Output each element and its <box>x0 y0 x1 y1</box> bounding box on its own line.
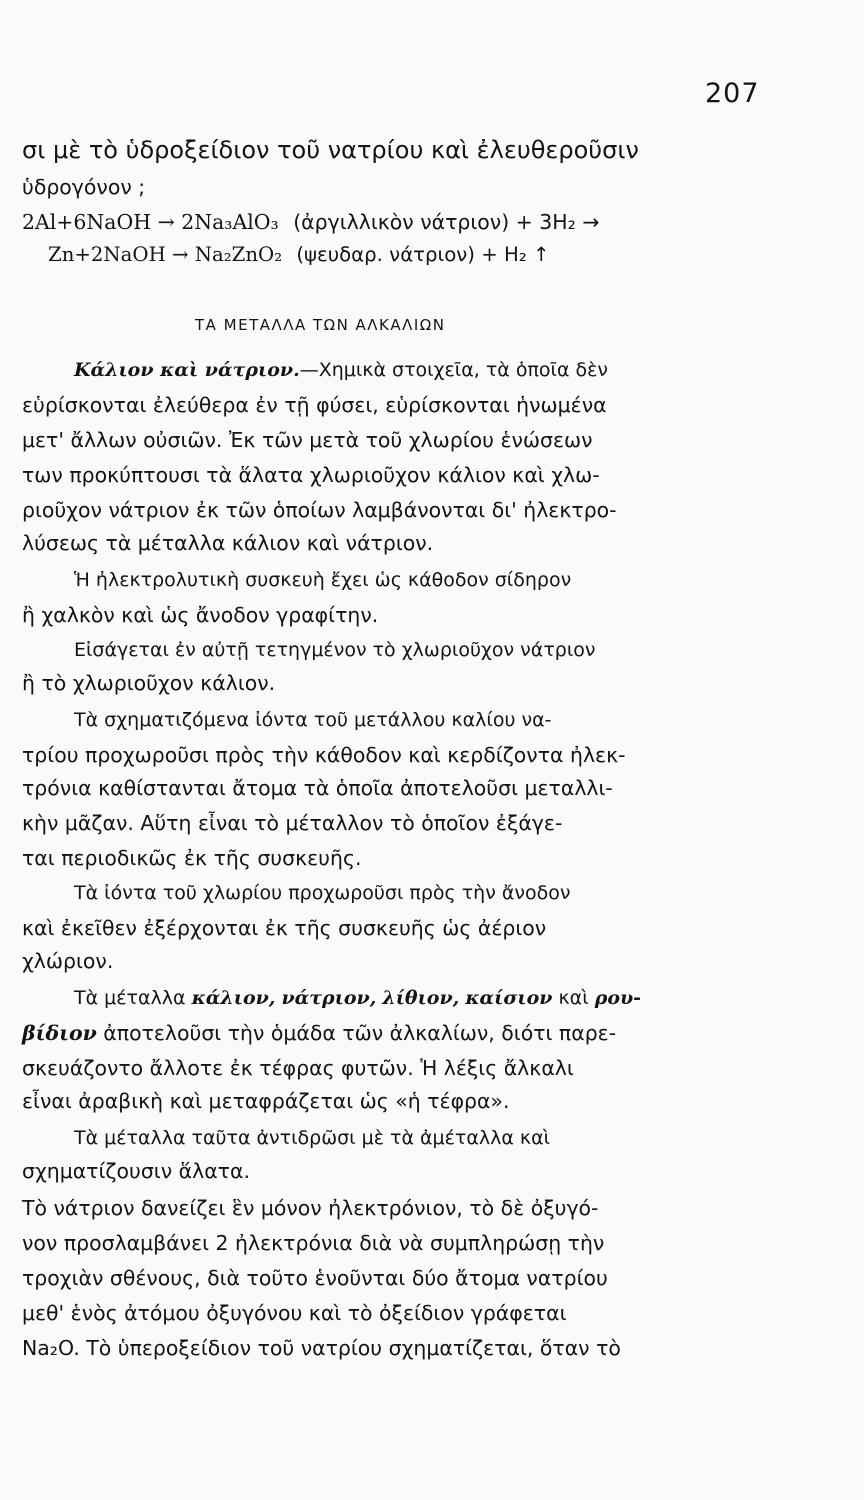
text-line: Na₂O. Τὸ ὑπεροξείδιον τοῦ νατρίου σχηματίζεται, ὅταν τὸ <box>22 1336 621 1360</box>
term-italic: βίδιον <box>22 1021 97 1045</box>
text-line: κὴν μᾶζαν. Αὕτη εἶναι τὸ μέταλλον τὸ ὁποῖον ἐξάγε- <box>22 811 563 835</box>
text-line: ἢ χαλκὸν καὶ ὡς ἄνοδον γραφίτην. <box>22 603 379 627</box>
text-line: εὑρίσκονται ἐλεύθερα ἐν τῇ φύσει, εὑρίσκονται ἡνωμένα <box>22 393 607 417</box>
text-line: τρόνια καθίστανται ἄτομα τὰ ὁποῖα ἀποτελοῦσι μεταλλι- <box>22 776 613 800</box>
text-line: τροχιὰν σθένους, διὰ τοῦτο ἑνοῦνται δύο ἄτομα νατρίου <box>22 1266 608 1290</box>
text-line: Τὰ μέταλλα ταῦτα ἀντιδρῶσι μὲ τὰ ἀμέταλλα καὶ <box>74 1127 551 1149</box>
text-line: ριοῦχον νάτριον ἐκ τῶν ὁποίων λαμβάνονται δι' ἠλεκτρο- <box>22 498 617 522</box>
text-line: σχηματίζουσιν ἅλατα. <box>22 1159 250 1183</box>
term-italic: καίσιον <box>465 987 553 1009</box>
section-heading: ΤΑ ΜΕΤΑΛΛΑ ΤΩΝ ΑΛΚΑΛΙΩΝ <box>195 316 446 334</box>
text-span: Τὰ μέταλλα <box>74 987 186 1009</box>
text-line: νον προσλαμβάνει 2 ἠλεκτρόνια διὰ νὰ συμπληρώσῃ τὴν <box>22 1231 605 1255</box>
equation-left: 2Al+6NaOH → 2Na₃AlO₃ <box>22 210 279 234</box>
term-italic: κάλιον, <box>191 987 276 1009</box>
page-number: 207 <box>705 78 760 109</box>
text-line: μεθ' ἑνὸς ἀτόμου ὀξυγόνου καὶ τὸ ὀξείδιον γράφεται <box>22 1301 567 1325</box>
text-line: Τὰ ἰόντα τοῦ χλωρίου προχωροῦσι πρὸς τὴν ἄνοδον <box>74 882 571 904</box>
text-line: καὶ ἐκεῖθεν ἐξέρχονται ἐκ τῆς συσκευῆς ὡς ἀέριον <box>22 916 547 940</box>
text-line: μετ' ἄλλων οὐσιῶν. Ἐκ τῶν μετὰ τοῦ χλωρίου ἑνώσεων <box>22 428 593 452</box>
equation-right: (ψευδαρ. νάτριον) + H₂ ↑ <box>296 243 550 266</box>
text-line: λύσεως τὰ μέταλλα κάλιον καὶ νάτριον. <box>22 531 434 555</box>
text-line <box>74 983 758 1013</box>
text-span: —Χημικὰ στοιχεῖα, τὰ ὁποῖα δὲν <box>299 359 609 381</box>
text-line: ται περιοδικῶς ἐκ τῆς συσκευῆς. <box>22 846 362 870</box>
text-line: χλώριον. <box>22 949 114 973</box>
equation-right: (ἀργιλλικὸν νάτριον) + 3H₂ → <box>293 210 600 234</box>
equation-aluminium <box>22 207 758 237</box>
text-line <box>74 355 758 385</box>
text-line: ἢ τὸ χλωριοῦχον κάλιον. <box>22 671 276 695</box>
text-line: τρίου προχωροῦσι πρὸς τὴν κάθοδον καὶ κερδίζοντα ἠλεκ- <box>22 743 626 767</box>
text-line: Εἰσάγεται ἐν αὐτῇ τετηγμένον τὸ χλωριοῦχον νάτριον <box>74 639 596 661</box>
text-line: σι μὲ τὸ ὑδροξείδιον τοῦ νατρίου καὶ ἐλευθεροῦσιν <box>22 136 639 164</box>
text-line: εἶναι ἀραβικὴ καὶ μεταφράζεται ὡς «ἡ τέφρα». <box>22 1089 510 1113</box>
equation-zinc <box>48 240 758 270</box>
text-line: ὑδρογόνον ; <box>22 175 146 199</box>
text-span: καὶ <box>558 987 589 1009</box>
text-line: των προκύπτουσι τὰ ἅλατα χλωριοῦχον κάλιον καὶ χλω- <box>22 463 600 487</box>
term-bold: Κάλιον καὶ νάτριον. <box>74 359 300 381</box>
term-italic: ρου- <box>594 987 642 1009</box>
term-italic: νάτριον, <box>281 987 377 1009</box>
term-italic: λίθιον, <box>382 987 460 1009</box>
text-line: Τὸ νάτριον δανείζει ἓν μόνον ἠλεκτρόνιον, τὸ δὲ ὀξυγό- <box>22 1196 599 1220</box>
text-line: Τὰ σχηματιζόμενα ἰόντα τοῦ μετάλλου καλίου να- <box>74 709 552 731</box>
text-line: Ἡ ἠλεκτρολυτικὴ συσκευὴ ἔχει ὡς κάθοδον σίδηρον <box>74 569 572 591</box>
text-line <box>22 1018 758 1048</box>
text-span: ἀποτελοῦσι τὴν ὁμάδα τῶν ἀλκαλίων, διότι παρε- <box>103 1021 617 1045</box>
equation-left: Zn+2NaOH → Na₂ZnO₂ <box>48 243 283 266</box>
text-line: σκευάζοντο ἄλλοτε ἐκ τέφρας φυτῶν. Ἡ λέξις ἄλκαλι <box>22 1056 574 1080</box>
